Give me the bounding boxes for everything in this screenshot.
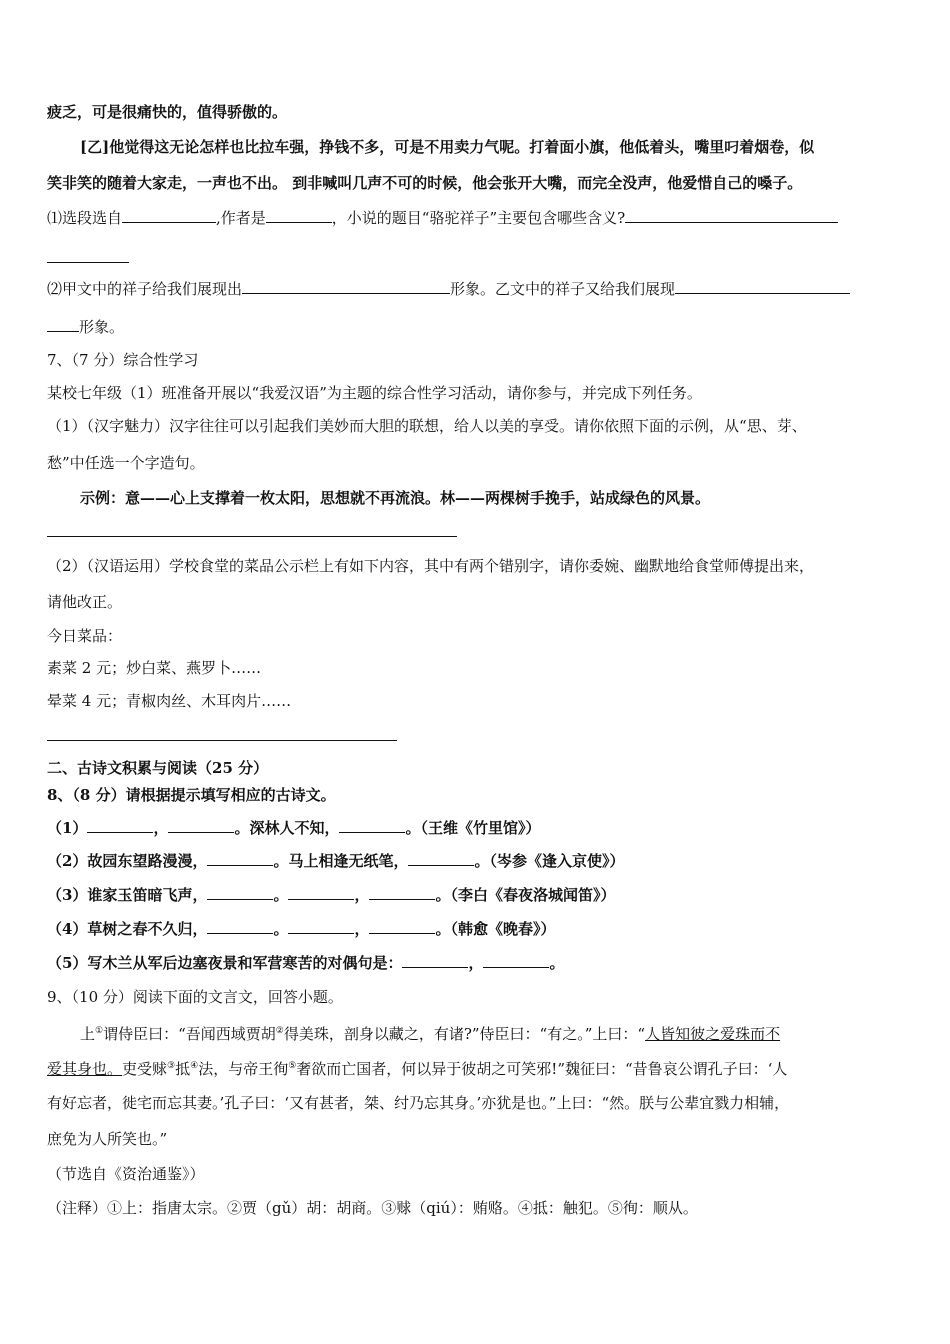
q7-task1: 愁”中任选一个字造句。 [47, 454, 205, 472]
footnote-marker: ② [275, 1026, 284, 1036]
q6-part1-text: ，小说的题目“骆驼祥子”主要包含哪些含义? [331, 209, 626, 227]
q6-part2-cont [47, 316, 124, 337]
q8-heading: 8、（8 分）请根据提示填写相应的古诗文。 [47, 786, 336, 804]
footnote-marker: ③ [167, 1061, 176, 1071]
answer-blank[interactable] [625, 207, 838, 223]
menu-item: 晕菜 4 元；青椒肉丝、木耳肉片…… [47, 692, 292, 710]
answer-blank[interactable] [483, 952, 549, 968]
answer-blank[interactable] [47, 262, 129, 263]
q6-part1 [47, 207, 838, 228]
q8-text: 。（王维《竹里馆》） [405, 819, 541, 837]
q8-line-3 [47, 884, 616, 905]
classical-text-line: 庶免为人所笑也。” [47, 1130, 168, 1148]
classical-text: 法，与帝王徇 [198, 1060, 289, 1078]
answer-blank[interactable] [266, 207, 332, 223]
passage-yi-line: [乙]他觉得这无论怎样也比拉车强，挣钱不多，可是不用卖力气呢。打着面小旗，他低着头，嘴里叼着烟卷，似 [80, 138, 815, 156]
q8-text: 。（岑参《逢入京使》） [474, 852, 625, 870]
answer-blank[interactable] [675, 278, 850, 294]
q8-text: 。（韩愈《晚春》） [435, 920, 556, 938]
answer-blank[interactable] [47, 316, 79, 332]
classical-text-line [80, 1021, 780, 1044]
q8-text: 。 [549, 954, 565, 972]
q7-task1: （1）（汉字魅力）汉字往往可以引起我们美妙而大胆的联想，给人以美的享受。请你依照下面的示例，从“思、芽、 [47, 417, 807, 435]
q8-text: （5）写木兰从军后边塞夜景和军营寒苦的对偶句是： [47, 954, 403, 972]
answer-blank[interactable] [369, 918, 435, 934]
answer-blank[interactable] [168, 817, 234, 833]
section-heading: 二、古诗文积累与阅读（25 分） [47, 759, 269, 777]
q6-part2-text: ⑵甲文中的祥子给我们展现出 [47, 280, 243, 298]
answer-blank[interactable] [288, 918, 354, 934]
answer-blank[interactable] [369, 884, 435, 900]
answer-blank[interactable] [207, 918, 273, 934]
passage-yi-line: 笑非笑的随着大家走，一声也不出。 到非喊叫几声不可的时候，他会张开大嘴，而完全没声，他爱惜自己的嗓子。 [47, 174, 803, 192]
q8-text: 。 [273, 886, 289, 904]
q6-part1-text: ,作者是 [216, 209, 266, 227]
q8-line-4 [47, 918, 556, 939]
q8-line-5 [47, 952, 564, 973]
menu-title: 今日菜品： [47, 627, 123, 645]
answer-blank[interactable] [339, 817, 405, 833]
q8-text: ， [354, 920, 370, 938]
answer-blank[interactable] [242, 278, 450, 294]
q8-text: （1） [47, 819, 88, 837]
underlined-sentence: 人皆知彼之爱珠而不 [645, 1025, 781, 1043]
q8-text: 。（李白《春夜洛城闻笛》） [435, 886, 616, 904]
q8-text: ， [468, 954, 484, 972]
answer-blank[interactable] [207, 884, 273, 900]
q6-part2-text: 形象。乙文中的祥子又给我们展现 [450, 280, 676, 298]
classical-text: 抵 [175, 1060, 191, 1078]
source-note: （节选自《资治通鉴》） [47, 1165, 205, 1183]
answer-blank[interactable] [402, 952, 468, 968]
q8-text: （3）谁家玉笛暗飞声， [47, 886, 208, 904]
underlined-sentence: 爱其身也。 [47, 1060, 123, 1078]
q7-intro: 某校七年级（1）班准备开展以“我爱汉语”为主题的综合性学习活动，请你参与，并完成下列任务。 [47, 384, 702, 402]
q6-part2-text: 形象。 [79, 318, 125, 336]
answer-blank[interactable] [87, 817, 153, 833]
q8-text: 。 [273, 920, 289, 938]
q8-text: ， [354, 886, 370, 904]
classical-text-line [47, 1056, 787, 1079]
q8-text: （4）草树之春不久归， [47, 920, 208, 938]
classical-text: 上 [80, 1025, 96, 1043]
q8-line-1 [47, 817, 540, 838]
q7-task2: （2）（汉语运用）学校食堂的菜品公示栏上有如下内容，其中有两个错别字，请你委婉、幽默地给食堂师傅提出来， [47, 557, 815, 575]
classical-text: 奢欲而亡国者，何以异于彼胡之可笑邪!”魏征曰：“昔鲁哀公谓孔子曰：‘人 [296, 1060, 788, 1078]
classical-text: 谓侍臣曰：“吾闻西域贾胡 [103, 1025, 276, 1043]
answer-blank[interactable] [122, 207, 216, 223]
q6-part1-text: ⑴选段选自 [47, 209, 123, 227]
q7-task2: 请他改正。 [47, 593, 123, 611]
q7-heading: 7、（7 分）综合性学习 [47, 351, 199, 369]
q8-text: ， [153, 819, 169, 837]
footnote-marker: ④ [190, 1061, 199, 1071]
classical-text-line: 有好忘者，徙宅而忘其妻。’孔子曰：‘又有甚者，桀、纣乃忘其身。’亦犹是也。”上曰：“然。朕与公辈宜戮力相辅， [47, 1094, 790, 1112]
footnote-marker: ① [95, 1026, 104, 1036]
annotation-notes: （注释）①上：指唐太宗。②贾（gǔ）胡：胡商。③赇（qiú）：贿赂。④抵：触犯。⑤徇：顺从。 [47, 1199, 698, 1217]
q8-text: （2）故园东望路漫漫， [47, 852, 208, 870]
classical-text: 吏受赇 [122, 1060, 168, 1078]
answer-blank[interactable] [408, 850, 474, 866]
q8-text: 。马上相逢无纸笔， [273, 852, 409, 870]
menu-item: 素菜 2 元；炒白菜、燕罗卜…… [47, 659, 262, 677]
q8-line-2 [47, 850, 624, 871]
q8-text: 。深林人不知， [234, 819, 340, 837]
q6-part2 [47, 278, 850, 299]
passage-line: 疲乏，可是很痛快的，值得骄傲的。 [47, 103, 288, 121]
q7-example: 示例：意——心上支撑着一枚太阳，思想就不再流浪。林——两棵树手挽手，站成绿色的风景。 [80, 489, 711, 507]
answer-blank[interactable] [47, 740, 397, 741]
answer-blank[interactable] [207, 850, 273, 866]
q9-heading: 9、（10 分）阅读下面的文言文，回答小题。 [47, 988, 343, 1006]
answer-blank[interactable] [47, 536, 457, 537]
answer-blank[interactable] [288, 884, 354, 900]
footnote-marker: ⑤ [288, 1061, 297, 1071]
classical-text: 得美珠，剖身以藏之，有诸?”侍臣曰：“有之。”上曰：“ [283, 1025, 646, 1043]
